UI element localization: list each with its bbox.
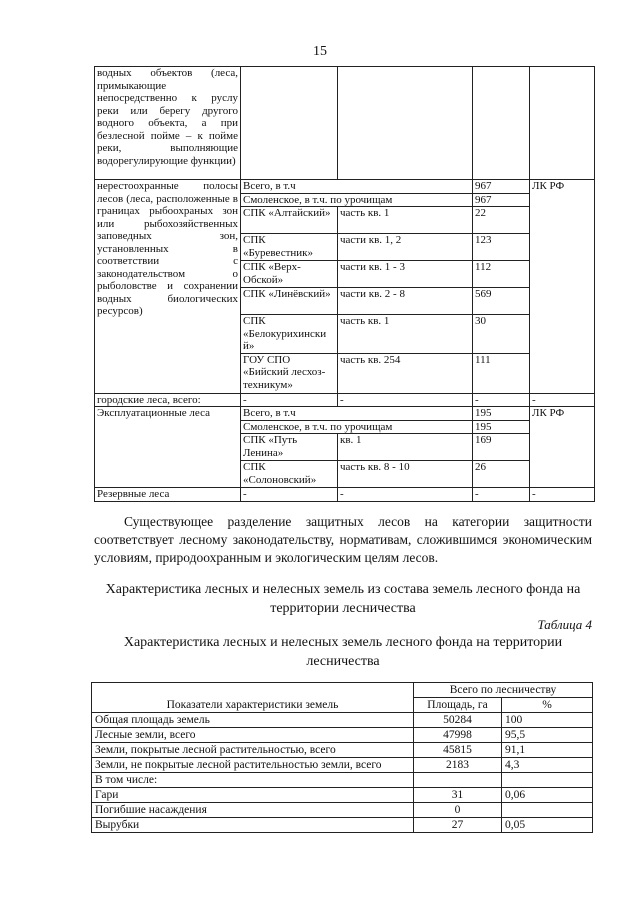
table-row	[95, 393, 595, 407]
table-row	[95, 407, 595, 421]
cell-total-label: Всего, в т.ч	[241, 407, 473, 421]
cell-dash: -	[473, 393, 530, 407]
row-label: Вырубки	[92, 818, 414, 833]
cell-name: СПК «Солоновский»	[241, 461, 338, 488]
cell-sub-value: 195	[473, 420, 530, 434]
row-area: 0	[414, 803, 502, 818]
table-row	[92, 803, 593, 818]
table-row	[95, 488, 595, 502]
row-area: 45815	[414, 743, 502, 758]
cell-name: СПК «Линёвский»	[241, 288, 338, 315]
cell-dash: -	[241, 393, 338, 407]
row-percent	[502, 803, 593, 818]
row-label: Погибшие насаждения	[92, 803, 414, 818]
cell-name: СПК «Алтайский»	[241, 207, 338, 234]
cell-law: ЛК РФ	[530, 407, 595, 488]
category-water-objects: водных объектов (леса, примыкающие непосредственно к руслу реки или берегу другого водного объекта, а при безлесной пойме – к пойме реки, выполняющие водорегулирующие функции)	[95, 67, 241, 180]
page-number: 15	[313, 44, 327, 59]
cell-value: 111	[473, 353, 530, 393]
cell-part: часть кв. 1	[338, 207, 473, 234]
table-row	[92, 713, 593, 728]
cell-value: 30	[473, 315, 530, 354]
row-percent: 4,3	[502, 758, 593, 773]
row-area	[414, 773, 502, 788]
protective-forests-table	[94, 66, 595, 502]
row-area: 47998	[414, 728, 502, 743]
row-percent	[502, 773, 593, 788]
cell-name: СПК «Верх-Обской»	[241, 261, 338, 288]
row-label: Гари	[92, 788, 414, 803]
category-reserve-forests: Резервные леса	[95, 488, 241, 502]
cell-part: часть кв. 254	[338, 353, 473, 393]
cell-dash: -	[473, 488, 530, 502]
header-indicator: Показатели характеристики земель	[92, 683, 414, 713]
cell-part: части кв. 2 - 8	[338, 288, 473, 315]
cell-sub-label: Смоленское, в т.ч. по урочищам	[241, 193, 473, 207]
table-title: Характеристика лесных и нелесных земель лесного фонда на территории лесничества	[123, 635, 563, 669]
table-row	[92, 773, 593, 788]
row-percent: 0,06	[502, 788, 593, 803]
cell-law: ЛК РФ	[530, 180, 595, 394]
cell-name: ГОУ СПО «Бийский лесхоз-техникум»	[241, 353, 338, 393]
cell-part: часть кв. 8 - 10	[338, 461, 473, 488]
row-label: Лесные земли, всего	[92, 728, 414, 743]
category-spawning-strips: нерестоохранные полосы лесов (леса, расположенные в границах рыбоохраных зон или рыбохозяйственных заповедных зон, установленных в соответствии с законодательством о рыболовстве и сохранении водных биологических ресурсов)	[95, 180, 241, 394]
row-label: В том числе:	[92, 773, 414, 788]
cell-dash: -	[338, 393, 473, 407]
cell-name: СПК «Путь Ленина»	[241, 434, 338, 461]
table-row	[95, 67, 595, 180]
cell-part: кв. 1	[338, 434, 473, 461]
row-percent: 100	[502, 713, 593, 728]
row-percent: 0,05	[502, 818, 593, 833]
cell-sub-value: 967	[473, 193, 530, 207]
table-row	[92, 728, 593, 743]
cell-total-label: Всего, в т.ч	[241, 180, 473, 194]
table-row	[92, 758, 593, 773]
category-exploitation-forests: Эксплуатационные леса	[95, 407, 241, 488]
cell-name: СПК «Буревестник»	[241, 234, 338, 261]
body-paragraph: Существующее разделение защитных лесов на категории защитности соответствует лесному законодательству, нормативам, сложившимся экономическим условиям, природоохранным и экологическим целям лесов.	[94, 514, 592, 565]
cell-total-value: 967	[473, 180, 530, 194]
table-header-row	[92, 683, 593, 698]
table-row	[92, 743, 593, 758]
cell-dash: -	[530, 488, 595, 502]
row-area: 31	[414, 788, 502, 803]
header-area: Площадь, га	[414, 698, 502, 713]
cell-part: части кв. 1, 2	[338, 234, 473, 261]
cell-part: части кв. 1 - 3	[338, 261, 473, 288]
cell-value: 569	[473, 288, 530, 315]
cell-value: 112	[473, 261, 530, 288]
table-row	[95, 180, 595, 194]
row-label: Общая площадь земель	[92, 713, 414, 728]
cell-name: СПК «Белокурихински й»	[241, 315, 338, 354]
section-heading: Характеристика лесных и нелесных земель из состава земель лесного фонда на территории лесничества	[105, 582, 581, 616]
row-area: 50284	[414, 713, 502, 728]
header-percent: %	[502, 698, 593, 713]
table-row	[92, 818, 593, 833]
table-row	[92, 788, 593, 803]
row-area: 2183	[414, 758, 502, 773]
cell-value: 169	[473, 434, 530, 461]
cell-dash: -	[241, 488, 338, 502]
cell-value: 123	[473, 234, 530, 261]
cell-dash: -	[530, 393, 595, 407]
cell-value: 22	[473, 207, 530, 234]
row-label: Земли, не покрытые лесной растительностью земли, всего	[92, 758, 414, 773]
row-percent: 95,5	[502, 728, 593, 743]
cell-total-value: 195	[473, 407, 530, 421]
cell-sub-label: Смоленское, в т.ч. по урочищам	[241, 420, 473, 434]
category-city-forests: городские леса, всего:	[95, 393, 241, 407]
row-percent: 91,1	[502, 743, 593, 758]
cell-dash: -	[338, 488, 473, 502]
cell-value: 26	[473, 461, 530, 488]
land-characteristics-table	[91, 682, 593, 833]
cell-part: часть кв. 1	[338, 315, 473, 354]
row-area: 27	[414, 818, 502, 833]
table-label: Таблица 4	[537, 617, 592, 632]
header-total: Всего по лесничеству	[414, 683, 593, 698]
row-label: Земли, покрытые лесной растительностью, всего	[92, 743, 414, 758]
